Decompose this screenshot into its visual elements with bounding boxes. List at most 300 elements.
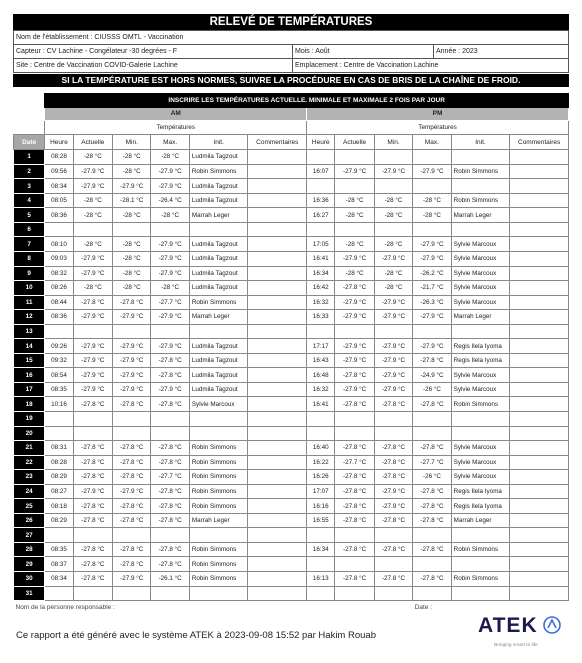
pm-cell-heure: 17:05: [307, 237, 335, 252]
pm-cell-min: -27.9 °C: [374, 484, 412, 499]
date-column-header: Date: [14, 135, 45, 150]
pm-cell-actuelle: -27.8 °C: [335, 281, 374, 296]
am-cell-heure: [45, 411, 73, 426]
pm-cell-actuelle: -27.9 °C: [335, 295, 374, 310]
am-cell-min: [113, 426, 151, 441]
am-cell-commentaires: [248, 368, 307, 383]
pm-cell-max: -28 °C: [413, 208, 451, 223]
pm-cell-heure: 16:41: [307, 397, 335, 412]
pm-cell-commentaires: [510, 339, 569, 354]
pm-cell-init: Sylvie Marcoux: [451, 266, 510, 281]
date-cell: 6: [14, 222, 45, 237]
pm-cell-actuelle: -27.9 °C: [335, 382, 374, 397]
am-cell-actuelle: [73, 426, 112, 441]
am-cell-actuelle: [73, 411, 112, 426]
pm-cell-commentaires: [510, 295, 569, 310]
date-cell: 24: [14, 484, 45, 499]
pm-temperatures-header: Températures: [307, 121, 569, 135]
pm-cell-heure: 16:40: [307, 441, 335, 456]
am-cell-actuelle: -27.8 °C: [73, 557, 112, 572]
date-cell: 16: [14, 368, 45, 383]
am-cell-actuelle: -27.8 °C: [73, 513, 112, 528]
pm-cell-commentaires: [510, 368, 569, 383]
am-cell-init: [189, 426, 248, 441]
pm-cell-max: -27.9 °C: [413, 237, 451, 252]
table-row: [14, 266, 569, 281]
pm-cell-actuelle: -27.9 °C: [335, 251, 374, 266]
am-col-header-3: Max.: [151, 135, 189, 150]
table-row: [14, 353, 569, 368]
am-cell-max: -26.4 °C: [151, 193, 189, 208]
am-cell-heure: 08:35: [45, 382, 73, 397]
am-cell-commentaires: [248, 470, 307, 485]
logo-wordmark: ATEK: [478, 614, 538, 637]
am-cell-min: -28 °C: [113, 164, 151, 179]
am-cell-init: Robin Simmons: [189, 557, 248, 572]
pm-cell-actuelle: -27.7 °C: [335, 455, 374, 470]
table-row: [14, 397, 569, 412]
pm-cell-actuelle: -27.8 °C: [335, 542, 374, 557]
am-cell-heure: 08:28: [45, 150, 73, 165]
pm-cell-heure: [307, 324, 335, 339]
am-cell-max: -27.8 °C: [151, 542, 189, 557]
pm-cell-min: -27.8 °C: [374, 542, 412, 557]
am-cell-min: [113, 586, 151, 601]
pm-cell-max: -26 °C: [413, 382, 451, 397]
pm-cell-init: [451, 150, 510, 165]
pm-cell-commentaires: [510, 222, 569, 237]
table-row: [14, 179, 569, 194]
pm-cell-min: [374, 557, 412, 572]
am-cell-max: -28 °C: [151, 150, 189, 165]
am-cell-max: -28 °C: [151, 281, 189, 296]
am-cell-init: Robin Simmons: [189, 441, 248, 456]
table-row: [14, 426, 569, 441]
am-cell-init: Marrah Leger: [189, 513, 248, 528]
pm-cell-commentaires: [510, 281, 569, 296]
pm-cell-init: [451, 222, 510, 237]
am-cell-actuelle: [73, 222, 112, 237]
pm-cell-actuelle: -27.8 °C: [335, 513, 374, 528]
am-cell-init: Ludmila Tagzout: [189, 251, 248, 266]
date-cell: 18: [14, 397, 45, 412]
am-cell-commentaires: [248, 382, 307, 397]
date-cell: 10: [14, 281, 45, 296]
pm-cell-max: -27.8 °C: [413, 397, 451, 412]
pm-cell-heure: [307, 222, 335, 237]
am-cell-min: -27.8 °C: [113, 455, 151, 470]
table-row: [14, 382, 569, 397]
pm-cell-init: Robin Simmons: [451, 193, 510, 208]
pm-cell-init: [451, 528, 510, 543]
pm-cell-commentaires: [510, 397, 569, 412]
am-cell-init: Robin Simmons: [189, 499, 248, 514]
pm-cell-min: -27.9 °C: [374, 310, 412, 325]
pm-cell-heure: 17:07: [307, 484, 335, 499]
pm-cell-actuelle: [335, 222, 374, 237]
pm-cell-heure: [307, 150, 335, 165]
am-cell-init: Ludmila Tagzout: [189, 382, 248, 397]
table-row: [14, 484, 569, 499]
pm-col-header-1: Actuelle: [335, 135, 374, 150]
am-cell-heure: 08:10: [45, 237, 73, 252]
am-cell-min: -27.9 °C: [113, 382, 151, 397]
pm-cell-max: -27.8 °C: [413, 353, 451, 368]
am-cell-init: Robin Simmons: [189, 572, 248, 587]
pm-cell-init: Robin Simmons: [451, 164, 510, 179]
am-cell-max: -27.8 °C: [151, 557, 189, 572]
am-cell-commentaires: [248, 295, 307, 310]
am-cell-heure: [45, 528, 73, 543]
pm-cell-commentaires: [510, 251, 569, 266]
pm-cell-min: [374, 150, 412, 165]
table-row: [14, 222, 569, 237]
pm-cell-init: [451, 324, 510, 339]
pm-cell-init: Marrah Leger: [451, 310, 510, 325]
pm-cell-heure: 16:22: [307, 455, 335, 470]
am-header: AM: [45, 107, 307, 121]
table-row: [14, 441, 569, 456]
am-cell-min: -27.9 °C: [113, 353, 151, 368]
pm-cell-init: Sylvie Marcoux: [451, 382, 510, 397]
pm-cell-max: -26.3 °C: [413, 295, 451, 310]
am-cell-actuelle: -27.9 °C: [73, 382, 112, 397]
am-cell-actuelle: -28 °C: [73, 281, 112, 296]
pm-cell-init: [451, 557, 510, 572]
atek-logo: [478, 614, 563, 654]
pm-cell-heure: 16:42: [307, 281, 335, 296]
pm-cell-min: -27.8 °C: [374, 455, 412, 470]
pm-cell-min: [374, 411, 412, 426]
am-cell-heure: [45, 586, 73, 601]
am-cell-min: -27.8 °C: [113, 542, 151, 557]
pm-cell-max: -27.9 °C: [413, 310, 451, 325]
pm-cell-commentaires: [510, 310, 569, 325]
am-cell-min: [113, 324, 151, 339]
table-row: [14, 470, 569, 485]
pm-cell-actuelle: -28 °C: [335, 193, 374, 208]
pm-cell-min: [374, 426, 412, 441]
am-cell-actuelle: -27.9 °C: [73, 251, 112, 266]
am-cell-init: Robin Simmons: [189, 484, 248, 499]
am-cell-commentaires: [248, 208, 307, 223]
pm-cell-commentaires: [510, 266, 569, 281]
am-cell-init: Robin Simmons: [189, 164, 248, 179]
pm-cell-actuelle: -27.8 °C: [335, 368, 374, 383]
am-cell-max: -27.9 °C: [151, 179, 189, 194]
am-cell-actuelle: -27.9 °C: [73, 266, 112, 281]
am-cell-actuelle: -27.8 °C: [73, 542, 112, 557]
logo-mark-icon: [542, 615, 562, 635]
pm-cell-init: Marrah Leger: [451, 513, 510, 528]
am-cell-heure: 09:03: [45, 251, 73, 266]
year-label: Année : 2023: [433, 45, 568, 58]
am-cell-heure: [45, 324, 73, 339]
am-cell-heure: 08:29: [45, 513, 73, 528]
am-cell-init: Marrah Leger: [189, 310, 248, 325]
am-cell-min: -27.9 °C: [113, 484, 151, 499]
am-cell-commentaires: [248, 411, 307, 426]
pm-cell-max: -26.2 °C: [413, 266, 451, 281]
am-cell-heure: 08:27: [45, 484, 73, 499]
am-cell-min: -28 °C: [113, 281, 151, 296]
am-cell-actuelle: -27.8 °C: [73, 397, 112, 412]
am-cell-heure: 08:31: [45, 441, 73, 456]
pm-cell-actuelle: [335, 324, 374, 339]
pm-cell-min: [374, 324, 412, 339]
establishment-label: Nom de l'établissement : CIUSSS OMTL - Vaccination: [16, 34, 184, 41]
pm-cell-min: -27.9 °C: [374, 353, 412, 368]
pm-cell-init: Sylvie Marcoux: [451, 251, 510, 266]
pm-cell-max: [413, 411, 451, 426]
pm-cell-commentaires: [510, 557, 569, 572]
date-cell: 13: [14, 324, 45, 339]
am-cell-init: Ludmila Tagzout: [189, 353, 248, 368]
info-row-sensor: [14, 44, 568, 58]
table-row: [14, 324, 569, 339]
am-cell-max: -27.8 °C: [151, 353, 189, 368]
pm-cell-heure: [307, 557, 335, 572]
am-col-header-2: Min.: [113, 135, 151, 150]
pm-col-header-5: Commentaires: [510, 135, 569, 150]
table-row: [14, 251, 569, 266]
site-label: Site : Centre de Vaccination COVID-Galerie Lachine: [16, 62, 178, 69]
am-cell-heure: 10:16: [45, 397, 73, 412]
am-cell-heure: 08:36: [45, 208, 73, 223]
pm-cell-commentaires: [510, 164, 569, 179]
am-cell-init: Marrah Leger: [189, 208, 248, 223]
pm-cell-max: -27.8 °C: [413, 441, 451, 456]
am-cell-commentaires: [248, 251, 307, 266]
am-cell-max: -27.7 °C: [151, 470, 189, 485]
pm-cell-max: [413, 324, 451, 339]
pm-cell-commentaires: [510, 528, 569, 543]
pm-cell-init: Robin Simmons: [451, 572, 510, 587]
am-cell-max: [151, 586, 189, 601]
pm-cell-min: -27.8 °C: [374, 513, 412, 528]
am-cell-heure: 08:54: [45, 368, 73, 383]
am-cell-max: -27.8 °C: [151, 441, 189, 456]
am-cell-max: -27.9 °C: [151, 164, 189, 179]
pm-cell-max: -26 °C: [413, 470, 451, 485]
pm-cell-commentaires: [510, 193, 569, 208]
pm-cell-min: -27.9 °C: [374, 499, 412, 514]
pm-cell-max: -27.8 °C: [413, 499, 451, 514]
date-cell: 2: [14, 164, 45, 179]
pm-col-header-2: Min.: [374, 135, 412, 150]
pm-cell-init: Sylvie Marcoux: [451, 368, 510, 383]
pm-cell-actuelle: -27.9 °C: [335, 164, 374, 179]
am-cell-heure: 09:26: [45, 339, 73, 354]
am-cell-init: Ludmila Tagzout: [189, 179, 248, 194]
pm-cell-actuelle: [335, 179, 374, 194]
am-cell-init: Ludmila Tagzout: [189, 368, 248, 383]
pm-cell-heure: 16:48: [307, 368, 335, 383]
date-cell: 14: [14, 339, 45, 354]
pm-cell-min: -27.8 °C: [374, 397, 412, 412]
table-row: [14, 368, 569, 383]
temperature-table: [13, 93, 569, 615]
responsible-person-label: Nom de la personne responsable :: [15, 604, 115, 612]
date-cell: 30: [14, 572, 45, 587]
pm-cell-actuelle: -27.8 °C: [335, 397, 374, 412]
table-row: [14, 586, 569, 601]
date-footer-label: Date :: [414, 604, 433, 612]
am-cell-actuelle: -27.8 °C: [73, 455, 112, 470]
pm-cell-heure: [307, 528, 335, 543]
am-cell-min: [113, 528, 151, 543]
am-cell-init: Robin Simmons: [189, 455, 248, 470]
pm-cell-max: -27.9 °C: [413, 251, 451, 266]
pm-cell-heure: 16:34: [307, 266, 335, 281]
pm-cell-init: Sylvie Marcoux: [451, 455, 510, 470]
pm-cell-heure: 16:13: [307, 572, 335, 587]
pm-cell-commentaires: [510, 455, 569, 470]
pm-cell-actuelle: -27.8 °C: [335, 499, 374, 514]
am-cell-min: -27.9 °C: [113, 339, 151, 354]
pm-cell-init: [451, 426, 510, 441]
am-cell-actuelle: -27.9 °C: [73, 310, 112, 325]
pm-cell-min: [374, 222, 412, 237]
pm-cell-actuelle: [335, 528, 374, 543]
pm-cell-max: [413, 222, 451, 237]
pm-cell-heure: 16:32: [307, 295, 335, 310]
am-cell-commentaires: [248, 542, 307, 557]
pm-cell-init: [451, 411, 510, 426]
am-cell-max: -27.8 °C: [151, 455, 189, 470]
pm-cell-actuelle: -28 °C: [335, 208, 374, 223]
am-cell-commentaires: [248, 179, 307, 194]
pm-cell-init: [451, 586, 510, 601]
table-row: [14, 150, 569, 165]
info-row-establishment: [14, 30, 568, 44]
am-cell-commentaires: [248, 353, 307, 368]
pm-cell-actuelle: [335, 557, 374, 572]
am-cell-commentaires: [248, 310, 307, 325]
am-cell-min: -27.9 °C: [113, 310, 151, 325]
pm-cell-min: -27.8 °C: [374, 441, 412, 456]
pm-cell-init: Regis Ilela Iyoma: [451, 484, 510, 499]
am-cell-max: [151, 222, 189, 237]
pm-cell-max: -27.8 °C: [413, 572, 451, 587]
pm-cell-min: -27.9 °C: [374, 382, 412, 397]
table-row: [14, 542, 569, 557]
pm-cell-commentaires: [510, 382, 569, 397]
pm-cell-actuelle: -28 °C: [335, 266, 374, 281]
am-cell-commentaires: [248, 237, 307, 252]
pm-col-header-4: Init.: [451, 135, 510, 150]
report-footer: Ce rapport a été généré avec le système ATEK à 2023-09-08 15:52 par Hakim Rouab: [16, 630, 376, 641]
am-temperatures-header: Températures: [45, 121, 307, 135]
am-cell-min: -28 °C: [113, 208, 151, 223]
am-cell-max: -27.9 °C: [151, 382, 189, 397]
pm-cell-init: Robin Simmons: [451, 397, 510, 412]
table-row: [14, 455, 569, 470]
pm-cell-max: -21.7 °C: [413, 281, 451, 296]
date-cell: 17: [14, 382, 45, 397]
pm-cell-max: -27.9 °C: [413, 164, 451, 179]
date-cell: 3: [14, 179, 45, 194]
am-cell-heure: 09:32: [45, 353, 73, 368]
date-cell: 27: [14, 528, 45, 543]
date-cell: 28: [14, 542, 45, 557]
pm-cell-heure: 16:07: [307, 164, 335, 179]
am-cell-commentaires: [248, 528, 307, 543]
pm-cell-max: [413, 586, 451, 601]
logo-tagline: Bringing smart to life: [494, 643, 538, 648]
pm-cell-commentaires: [510, 324, 569, 339]
am-cell-actuelle: [73, 586, 112, 601]
date-cell: 25: [14, 499, 45, 514]
pm-cell-min: -27.9 °C: [374, 368, 412, 383]
pm-cell-actuelle: -27.8 °C: [335, 484, 374, 499]
am-cell-min: -27.8 °C: [113, 441, 151, 456]
pm-cell-min: -27.9 °C: [374, 164, 412, 179]
am-cell-min: -27.8 °C: [113, 397, 151, 412]
table-row: [14, 411, 569, 426]
table-row: [14, 193, 569, 208]
date-cell: 11: [14, 295, 45, 310]
am-cell-actuelle: -27.9 °C: [73, 353, 112, 368]
cold-chain-warning: SI LA TEMPÉRATURE EST HORS NORMES, SUIVRE LA PROCÉDURE EN CAS DE BRIS DE LA CHAÎNE DE FROID.: [13, 74, 569, 87]
am-cell-actuelle: -27.9 °C: [73, 368, 112, 383]
am-cell-heure: 09:56: [45, 164, 73, 179]
pm-cell-max: -27.8 °C: [413, 484, 451, 499]
pm-cell-max: -28 °C: [413, 193, 451, 208]
am-cell-max: [151, 324, 189, 339]
am-cell-commentaires: [248, 397, 307, 412]
pm-cell-heure: 16:55: [307, 513, 335, 528]
pm-cell-actuelle: -27.9 °C: [335, 339, 374, 354]
am-cell-init: [189, 324, 248, 339]
date-cell: 21: [14, 441, 45, 456]
date-cell: 19: [14, 411, 45, 426]
pm-cell-commentaires: [510, 179, 569, 194]
pm-cell-actuelle: [335, 586, 374, 601]
am-cell-heure: 08:44: [45, 295, 73, 310]
pm-cell-heure: [307, 411, 335, 426]
pm-cell-max: -27.8 °C: [413, 513, 451, 528]
am-cell-actuelle: -28 °C: [73, 237, 112, 252]
pm-cell-commentaires: [510, 484, 569, 499]
info-row-site: [14, 58, 568, 72]
pm-cell-commentaires: [510, 208, 569, 223]
am-cell-max: -27.9 °C: [151, 251, 189, 266]
pm-cell-max: [413, 150, 451, 165]
am-cell-commentaires: [248, 266, 307, 281]
pm-cell-commentaires: [510, 542, 569, 557]
am-cell-min: -27.8 °C: [113, 557, 151, 572]
am-cell-init: Robin Simmons: [189, 542, 248, 557]
temperature-sheet: [13, 14, 569, 615]
pm-cell-min: -28 °C: [374, 193, 412, 208]
pm-cell-max: [413, 528, 451, 543]
pm-cell-commentaires: [510, 237, 569, 252]
instruction-header: INSCRIRE LES TEMPÉRATURES ACTUELLE. MINIMALE ET MAXIMALE 2 FOIS PAR JOUR: [45, 94, 569, 108]
pm-cell-commentaires: [510, 572, 569, 587]
am-cell-commentaires: [248, 339, 307, 354]
am-cell-actuelle: [73, 528, 112, 543]
am-cell-min: [113, 222, 151, 237]
am-cell-max: -27.8 °C: [151, 499, 189, 514]
pm-cell-commentaires: [510, 513, 569, 528]
pm-cell-commentaires: [510, 441, 569, 456]
am-cell-commentaires: [248, 484, 307, 499]
date-cell: 1: [14, 150, 45, 165]
pm-cell-min: -28 °C: [374, 281, 412, 296]
pm-cell-actuelle: [335, 426, 374, 441]
am-cell-heure: 08:34: [45, 572, 73, 587]
